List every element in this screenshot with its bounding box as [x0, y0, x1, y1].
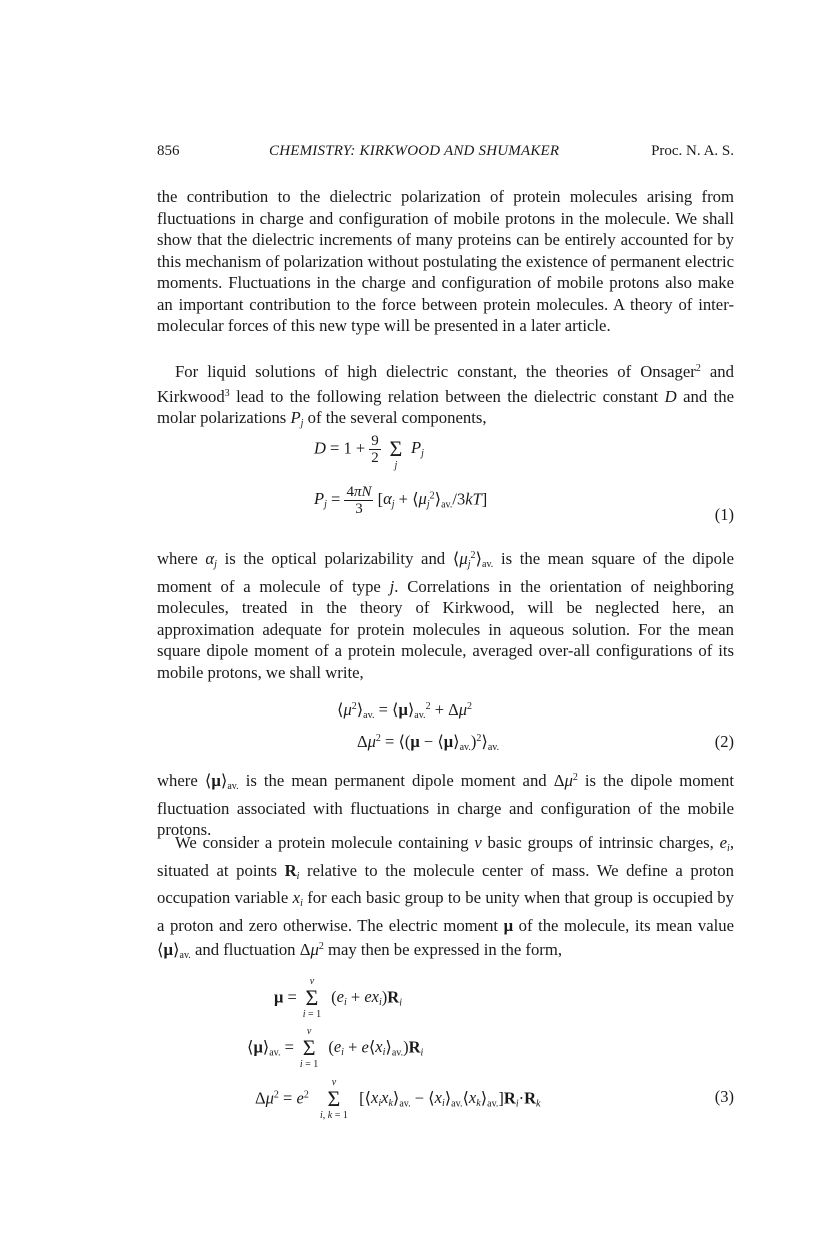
equation-number-2: (2)	[714, 732, 734, 751]
paragraph-5: We consider a protein molecule containing ν basic groups of intrinsic charges, $e_i$, situated at points $R_i$ relative to the molecule center of mass. We define a proton occupation variable $x_i$ for each basic group to be unity when that group is occupied by a proton and zero otherwise. The electric moment μ of the molecule, its mean value $⟨\mu⟩_{av.}$ and fluctuation $\Delta\mu^2$ may then be expressed in the form,	[157, 833, 734, 961]
paragraph-1: the contribution to the dielectric polarization of protein molecules arising from fluctuations in charge and configuration of mobile protons in the molecule. We shall show that the dielectric increments of many proteins can be entirely accounted for by this mechanism of polarization without postulating the existence of permanent electric moments. Fluctuations in the charge and configuration of mobile protons also make an important contribution to the force between protein molecules. A theory of inter-molecular forces of this new type will be presented in a later article.	[157, 187, 734, 335]
equation-dielectric-constant: D = 1 + $\frac{9}{2}$ Σ j $P_j$	[314, 433, 424, 471]
running-title: CHEMISTRY: KIRKWOOD AND SHUMAKER	[269, 143, 560, 159]
equation-mean-square-moment: $⟨\mu^2⟩_{av.}$ = $⟨\mu⟩_{av.}^2 + \Delta\mu^2$	[337, 700, 473, 721]
equation-molar-polarization: $P_j$ = $\frac{4\pi N}{3}$ [$\alpha_j$ + $⟨\mu_j^2⟩_{av.}/3kT$]	[314, 484, 488, 517]
equation-electric-moment: μ = ν Σ i = 1 $(e_i + ex_i)R_i$	[274, 976, 402, 1020]
equation-fluctuation-sum: $\Delta\mu^2 = e^2$ ν Σ i, k = 1 [$⟨x_ix_k⟩_{av.}$ − $⟨x_i⟩_{av.}⟨x_k⟩_{av.}]R_i\cdot R_k$	[255, 1077, 541, 1121]
equation-moment-fluctuation: $\Delta\mu^2$ = ⟨(μ − $⟨\mu⟩_{av.})^2⟩_{av.}$	[357, 732, 500, 753]
paragraph-3: where $\alpha_j$ is the optical polarizability and $⟨\mu_j^2⟩_{av.}$ is the mean square of the dipole moment of a molecule of type j. Correlations in the orientation of neighboring molecules, treated in the theory of Kirkwood, will be neglected here, an approximation adequate for protein molecules in aqueous solution. For the mean square dipole moment of a protein molecule, averaged over-all configurations of its mobile protons, we shall write,	[157, 549, 734, 682]
paragraph-2: For liquid solutions of high dielectric constant, the theories of Onsager$^2$ and Kirkwood$^3$ lead to the following relation between the dielectric constant D and the molar polarizations $P_j$ of the several components,	[157, 362, 735, 429]
equation-number-1: (1)	[714, 505, 734, 524]
running-header	[157, 143, 734, 165]
equation-mean-moment: $⟨\mu⟩_{av.}$ = ν Σ i = 1 ($e_i$ + $e⟨x_i⟩_{av.})R_i$	[247, 1026, 424, 1070]
equation-number-3: (3)	[714, 1087, 734, 1106]
paragraph-4: where $⟨\mu⟩_{av.}$ is the mean permanent dipole moment and $\Delta\mu^2$ is the dipole moment fluctuation associated with fluctuations in charge and configuration of the mobile protons.	[157, 771, 734, 839]
page-number: 856	[157, 143, 180, 159]
journal-abbrev: Proc. N. A. S.	[651, 143, 734, 159]
